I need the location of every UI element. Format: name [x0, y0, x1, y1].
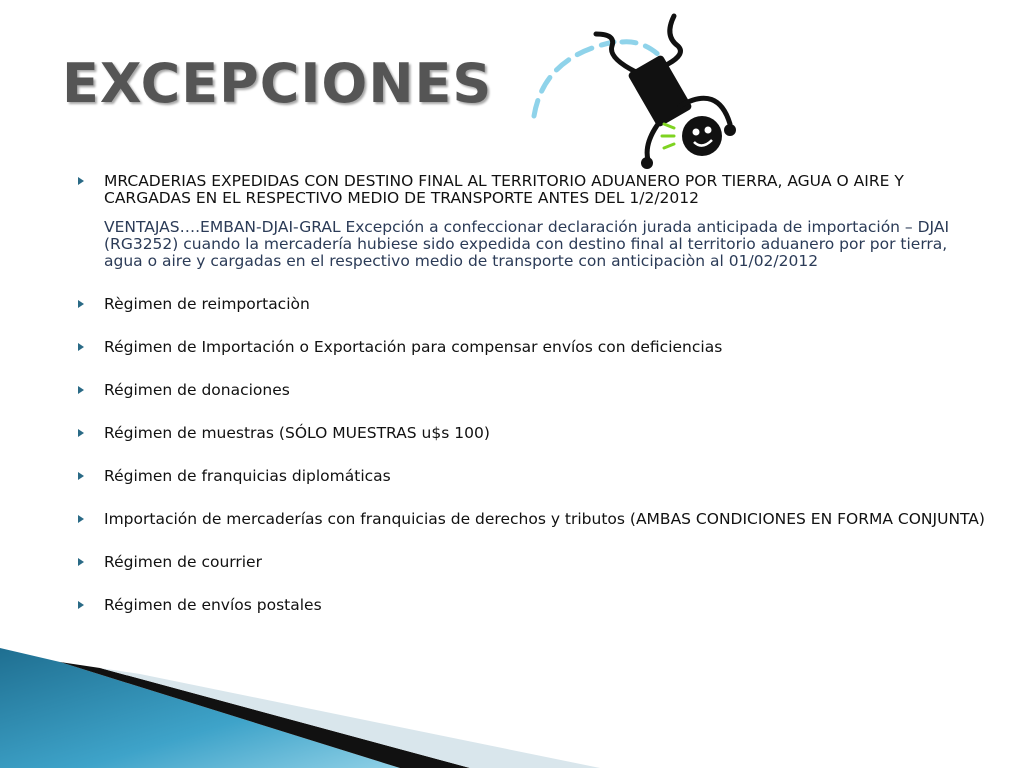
slide-title: EXCEPCIONES	[62, 52, 493, 115]
list-item	[76, 554, 986, 571]
bullet-arrow-icon	[78, 558, 84, 566]
bullet-text: Régimen de courrier	[104, 553, 262, 571]
bullet-text: Régimen de envíos postales	[104, 596, 322, 614]
bullet-text: Règimen de reimportaciòn	[104, 295, 310, 313]
bullet-arrow-icon	[78, 429, 84, 437]
bullet-arrow-icon	[78, 386, 84, 394]
bullet-arrow-icon	[78, 601, 84, 609]
list-item	[76, 468, 986, 485]
bullet-subtext: VENTAJAS….EMBAN-DJAI-GRAL Excepción a confeccionar declaración jurada anticipada de importación – DJAI (RG3252) cuando la mercadería hubiese sido expedida con destino final al territorio aduanero por por tierra, agua o aire y cargadas en el respectivo medio de transporte con anticipaciòn al 01/02/2012	[104, 218, 950, 270]
bullet-text: Régimen de Importación o Exportación para compensar envíos con deficiencias	[104, 338, 723, 356]
list-item	[76, 296, 986, 313]
bullet-arrow-icon	[78, 472, 84, 480]
bullet-text: MRCADERIAS EXPEDIDAS CON DESTINO FINAL AL TERRITORIO ADUANERO POR TIERRA, AGUA O AIRE Y CARGADAS EN EL RESPECTIVO MEDIO DE TRANSPORTE ANTES DEL 1/2/2012	[104, 172, 904, 207]
bullet-list	[76, 173, 986, 640]
bullet-text: Régimen de donaciones	[104, 381, 290, 399]
list-item	[76, 382, 986, 399]
bullet-text: Régimen de franquicias diplomáticas	[104, 467, 391, 485]
list-item	[76, 597, 986, 614]
falling-person-icon	[524, 6, 754, 176]
list-item	[76, 425, 986, 442]
bullet-text: Régimen de muestras (SÓLO MUESTRAS u$s 100)	[104, 424, 490, 442]
list-item	[76, 173, 986, 270]
bullet-arrow-icon	[78, 515, 84, 523]
bullet-text: Importación de mercaderías con franquicias de derechos y tributos (AMBAS CONDICIONES EN FORMA CONJUNTA)	[104, 510, 985, 528]
list-item	[76, 339, 986, 356]
bullet-arrow-icon	[78, 177, 84, 185]
bullet-arrow-icon	[78, 300, 84, 308]
list-item	[76, 511, 986, 528]
bullet-arrow-icon	[78, 343, 84, 351]
